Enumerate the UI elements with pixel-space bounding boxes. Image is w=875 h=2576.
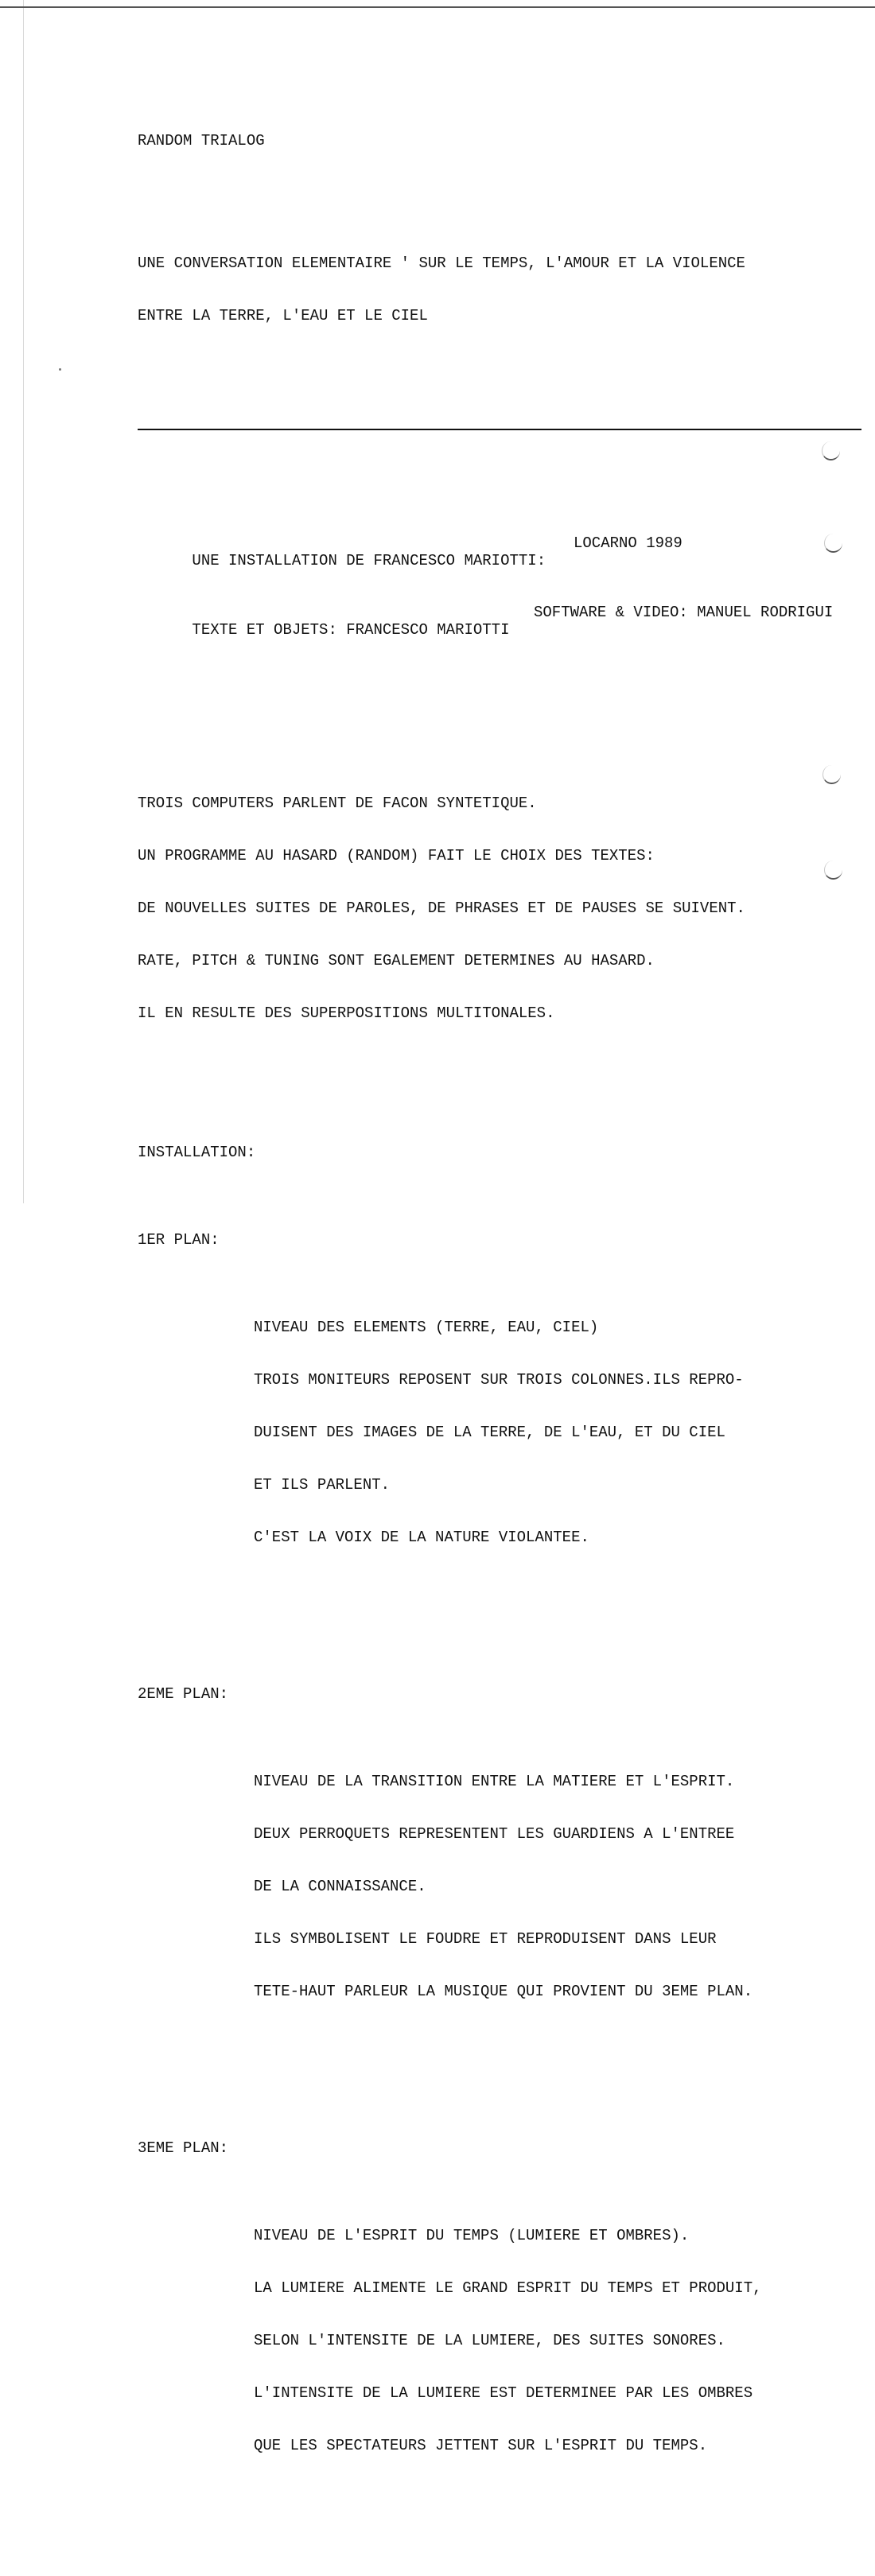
- installation-credit-line: [138, 534, 861, 569]
- installation-heading: INSTALLATION:: [138, 1144, 256, 1161]
- plan-line: TROIS MONITEURS REPOSENT SUR TROIS COLONNES.ILS REPRO-: [254, 1371, 744, 1389]
- plan-section-3: [138, 2139, 861, 2524]
- installation-credit-label: UNE INSTALLATION DE FRANCESCO MARIOTTI:: [192, 552, 546, 569]
- plan-body: [254, 1738, 861, 2035]
- authors-line: [138, 604, 861, 639]
- intro-line: DE NOUVELLES SUITES DE PAROLES, DE PHRASES ET DE PAUSES SE SUIVENT.: [138, 899, 745, 917]
- intro-line: RATE, PITCH & TUNING SONT EGALEMENT DETERMINES AU HASARD.: [138, 952, 655, 969]
- plan-label: 1ER PLAN:: [138, 1231, 220, 1249]
- plan-section-1: [138, 1231, 861, 1616]
- document-subtitle: [138, 220, 861, 359]
- software-video-credit: SOFTWARE & VIDEO: MANUEL RODRIGUI: [534, 604, 834, 621]
- plan-line: NIVEAU DE LA TRANSITION ENTRE LA MATIERE ET L'ESPRIT.: [254, 1773, 735, 1790]
- plan-line: QUE LES SPECTATEURS JETTENT SUR L'ESPRIT DU TEMPS.: [254, 2437, 708, 2454]
- plan-line: DUISENT DES IMAGES DE LA TERRE, DE L'EAU, ET DU CIEL: [254, 1424, 725, 1441]
- intro-line: TROIS COMPUTERS PARLENT DE FACON SYNTETIQUE.: [138, 795, 537, 812]
- subtitle-line: ENTRE LA TERRE, L'EAU ET LE CIEL: [138, 307, 428, 324]
- plan-line: DEUX PERROQUETS REPRESENTENT LES GUARDIENS A L'ENTREE: [254, 1825, 735, 1843]
- document-title: RANDOM TRIALOG: [138, 132, 265, 150]
- installation-place-year: LOCARNO 1989: [574, 534, 682, 552]
- plan-line: TETE-HAUT PARLEUR LA MUSIQUE QUI PROVIENT DU 3EME PLAN.: [254, 1983, 753, 2000]
- plan-label: 3EME PLAN:: [138, 2139, 229, 2157]
- horizontal-rule: [138, 429, 861, 430]
- plan-line: L'INTENSITE DE LA LUMIERE EST DETERMINEE PAR LES OMBRES: [254, 2384, 753, 2402]
- plan-line: LA LUMIERE ALIMENTE LE GRAND ESPRIT DU TEMPS ET PRODUIT,: [254, 2279, 762, 2297]
- plan-line: ET ILS PARLENT.: [254, 1476, 391, 1494]
- plan-line: NIVEAU DES ELEMENTS (TERRE, EAU, CIEL): [254, 1319, 599, 1336]
- plan-line: C'EST LA VOIX DE LA NATURE VIOLANTEE.: [254, 1529, 589, 1546]
- plan-line: NIVEAU DE L'ESPRIT DU TEMPS (LUMIERE ET OMBRES).: [254, 2227, 690, 2244]
- scan-speck: [59, 368, 61, 371]
- subtitle-line: UNE CONVERSATION ELEMENTAIRE ' SUR LE TEMPS, L'AMOUR ET LA VIOLENCE: [138, 254, 745, 272]
- paper-top-edge: [0, 6, 875, 8]
- plan-line: SELON L'INTENSITE DE LA LUMIERE, DES SUITES SONORES.: [254, 2332, 725, 2349]
- document-body: [138, 80, 861, 2576]
- credits-block: [138, 499, 861, 656]
- intro-line: UN PROGRAMME AU HASARD (RANDOM) FAIT LE CHOIX DES TEXTES:: [138, 847, 655, 864]
- intro-line: IL EN RESULTE DES SUPERPOSITIONS MULTITONALES.: [138, 1004, 555, 1022]
- plan-section-2: [138, 1685, 861, 2070]
- plan-label: 2EME PLAN:: [138, 1685, 229, 1703]
- text-objects-credit: TEXTE ET OBJETS: FRANCESCO MARIOTTI: [192, 621, 510, 639]
- plan-body: [254, 1284, 861, 1581]
- plan-line: DE LA CONNAISSANCE.: [254, 1878, 426, 1895]
- plan-line: ILS SYMBOLISENT LE FOUDRE ET REPRODUISENT DANS LEUR: [254, 1930, 717, 1948]
- plan-body: [254, 2192, 861, 2489]
- intro-paragraph: [138, 760, 861, 1057]
